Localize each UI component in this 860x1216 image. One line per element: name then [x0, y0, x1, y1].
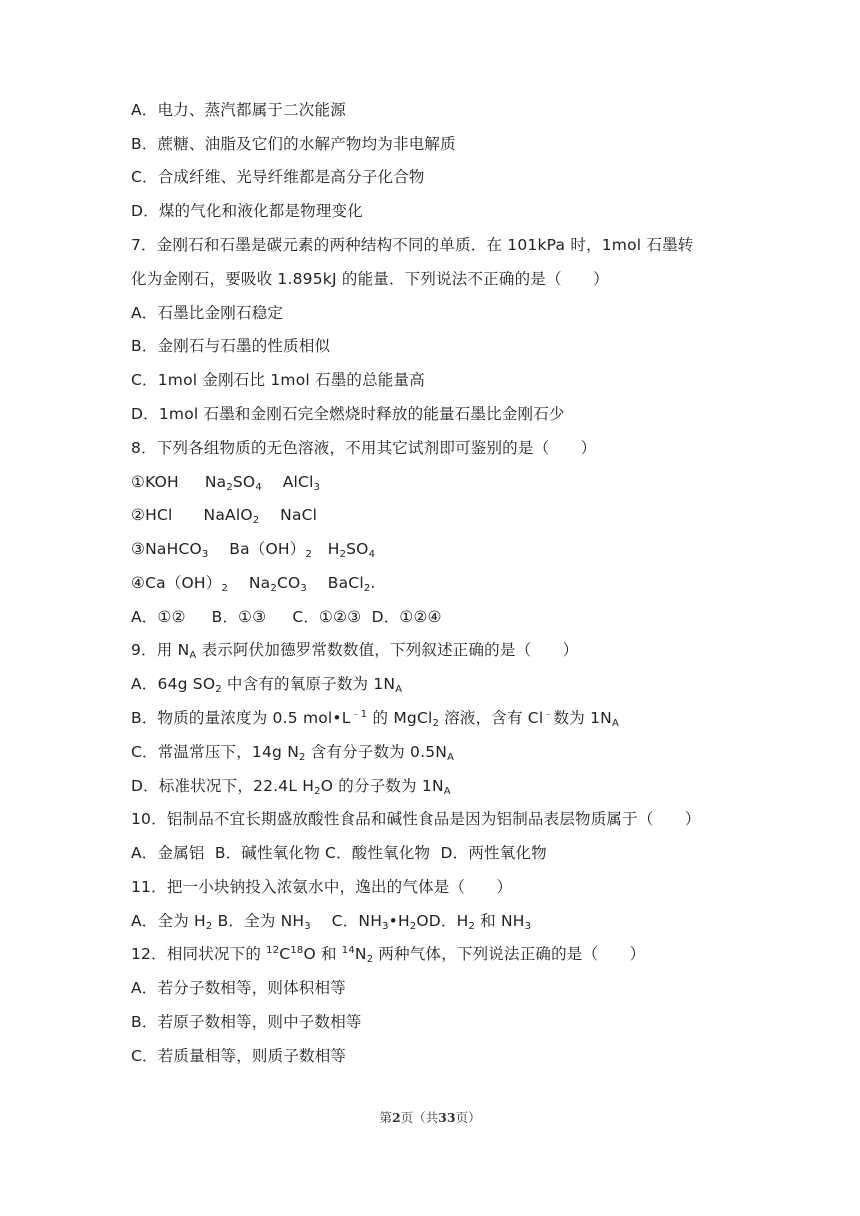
text-line — [131, 673, 402, 695]
text-segment: B．金刚石与石墨的性质相似 — [131, 337, 331, 355]
text-line — [131, 842, 547, 864]
text-segment: B．物质的量浓度为 0.5 mol•L — [131, 709, 351, 727]
text-line — [131, 268, 609, 290]
subscript: 2 — [339, 549, 347, 560]
text-segment: BaCl — [306, 574, 364, 592]
text-line — [131, 166, 425, 188]
text-line — [131, 1045, 346, 1067]
text-line — [131, 403, 565, 425]
subscript: A — [395, 684, 403, 695]
text-line — [131, 808, 701, 830]
text-line — [131, 471, 320, 493]
text-segment: Ba（OH） — [208, 540, 306, 558]
superscript: 18 — [290, 945, 304, 956]
text-segment: 11．把一小块钠投入浓氨水中，逸出的气体是（ ） — [131, 878, 513, 896]
text-segment: 溶液，含有 Cl — [439, 709, 544, 727]
subscript: 2 — [252, 515, 260, 526]
text-segment: A．若分子数相等，则体积相等 — [131, 979, 346, 997]
subscript: 3 — [524, 921, 532, 932]
text-line — [131, 606, 442, 628]
subscript: 3 — [304, 921, 311, 932]
text-segment: D．煤的气化和液化都是物理变化 — [131, 202, 363, 220]
text-segment: 化为金刚石，要吸收 1.895kJ 的能量．下列说法不正确的是（ ） — [131, 270, 609, 288]
text-segment: 的 MgCl — [367, 709, 433, 727]
text-segment: 表示阿伏加德罗常数数值，下列叙述正确的是（ ） — [196, 641, 579, 659]
text-segment: B．全为 NH — [212, 912, 305, 930]
subscript: 4 — [368, 549, 376, 560]
text-segment: 数为 1N — [553, 709, 612, 727]
page-footer — [0, 1108, 860, 1126]
text-segment: A．金属铝 B．碱性氧化物 C．酸性氧化物 D．两性氧化物 — [131, 844, 547, 862]
subscript: 2 — [226, 482, 233, 493]
superscript: 12 — [266, 945, 280, 956]
text-segment: C．若质量相等，则质子数相等 — [131, 1047, 347, 1065]
text-segment: C．合成纤维、光导纤维都是高分子化合物 — [131, 168, 425, 186]
text-segment: 7．金刚石和石墨是碳元素的两种结构不同的单质．在 101kPa 时，1mol 石墨转 — [131, 236, 694, 254]
subscript: 2 — [305, 549, 313, 560]
text-segment: A．全为 H — [131, 912, 206, 930]
text-segment: B．蔗糖、油脂及它们的水解产物均为非电解质 — [131, 135, 456, 153]
text-segment: OD．H — [416, 912, 469, 930]
text-segment: C．1mol 金刚石比 1mol 石墨的总能量高 — [131, 371, 425, 389]
text-segment: 8．下列各组物质的无色溶液，不用其它试剂即可鉴别的是（ ） — [131, 439, 597, 457]
text-segment: N — [354, 945, 367, 963]
text-segment: A．①② B．①③ C．①②③ D．①②④ — [131, 608, 442, 626]
text-segment: D．标准状况下，22.4L H — [131, 777, 315, 795]
subscript: 2 — [215, 684, 222, 695]
subscript: 3 — [382, 921, 389, 932]
subscript: A — [443, 786, 451, 797]
text-segment: NaCl — [259, 506, 318, 524]
text-segment: 12．相同状况下的 — [131, 945, 267, 963]
text-segment: H — [312, 540, 340, 558]
text-segment: 10．铝制品不宜长期盛放酸性食品和碱性食品是因为铝制品表层物质属于（ ） — [131, 810, 701, 828]
text-segment: C．常温常压下，14g N — [131, 743, 300, 761]
text-segment: C．NH — [310, 912, 383, 930]
text-line — [131, 977, 346, 999]
subscript: 2 — [314, 786, 321, 797]
text-line — [131, 200, 363, 222]
subscript: 2 — [221, 583, 229, 594]
text-segment: ④Ca（OH） — [131, 574, 222, 592]
subscript: A — [189, 650, 197, 661]
text-segment: CO — [276, 574, 301, 592]
text-segment: O 的分子数为 1N — [320, 777, 444, 795]
text-segment: B．若原子数相等，则中子数相等 — [131, 1013, 362, 1031]
text-line — [131, 775, 451, 797]
text-line — [131, 335, 330, 357]
text-line — [131, 504, 317, 526]
text-segment: ①KOH Na — [131, 473, 227, 491]
text-line — [131, 133, 456, 155]
text-segment: SO — [232, 473, 256, 491]
text-line — [131, 234, 694, 256]
text-segment: 两种气体，下列说法正确的是（ ） — [373, 945, 646, 963]
subscript: 2 — [205, 921, 213, 932]
text-segment: 9．用 N — [131, 641, 190, 659]
footer-middle: 页（共 — [400, 1110, 439, 1125]
subscript: A — [447, 752, 455, 763]
text-segment: Na — [228, 574, 271, 592]
text-segment: O 和 — [303, 945, 342, 963]
text-line — [131, 1011, 362, 1033]
subscript: 2 — [409, 921, 417, 932]
subscript: 4 — [255, 482, 262, 493]
text-line — [131, 910, 531, 932]
text-line — [131, 538, 375, 560]
text-line — [131, 437, 596, 459]
text-line — [131, 741, 454, 763]
text-segment: A．电力、蒸汽都属于二次能源 — [131, 101, 346, 119]
text-segment: •H — [388, 912, 410, 930]
footer-prefix: 第 — [379, 1110, 392, 1125]
text-segment: C — [279, 945, 291, 963]
text-segment: AlCl — [261, 473, 314, 491]
text-line — [131, 943, 645, 965]
text-segment: SO — [346, 540, 369, 558]
subscript: 2 — [468, 921, 476, 932]
subscript: 3 — [313, 482, 321, 493]
text-line — [131, 876, 512, 898]
subscript: 2 — [363, 583, 371, 594]
text-line — [131, 572, 376, 594]
text-segment: 和 NH — [475, 912, 525, 930]
subscript: 2 — [432, 718, 440, 729]
footer-suffix: 页） — [455, 1110, 481, 1125]
text-segment: D．1mol 石墨和金刚石完全燃烧时释放的能量石墨比金刚石少 — [131, 405, 565, 423]
text-segment: ②HCl NaAlO — [131, 506, 253, 524]
superscript: ﹣ — [543, 709, 554, 720]
superscript: 14 — [341, 945, 355, 956]
text-segment: ③NaHCO — [131, 540, 202, 558]
subscript: 2 — [299, 752, 306, 763]
text-line — [131, 639, 578, 661]
text-segment: 含有分子数为 0.5N — [305, 743, 448, 761]
text-line — [131, 707, 619, 729]
text-segment: . — [370, 574, 376, 592]
superscript: ﹣1 — [350, 709, 368, 720]
text-segment: 中含有的氧原子数为 1N — [221, 675, 396, 693]
text-line — [131, 99, 346, 121]
subscript: 2 — [366, 954, 374, 965]
text-segment: A．64g SO — [131, 675, 216, 693]
subscript: 2 — [270, 583, 277, 594]
text-line — [131, 302, 283, 324]
subscript: 3 — [300, 583, 307, 594]
footer-page-number: 2 — [391, 1110, 401, 1125]
text-segment: A．石墨比金刚石稳定 — [131, 304, 284, 322]
text-line — [131, 369, 425, 391]
subscript: A — [611, 718, 619, 729]
subscript: 3 — [201, 549, 209, 560]
footer-total-pages: 33 — [438, 1110, 456, 1125]
